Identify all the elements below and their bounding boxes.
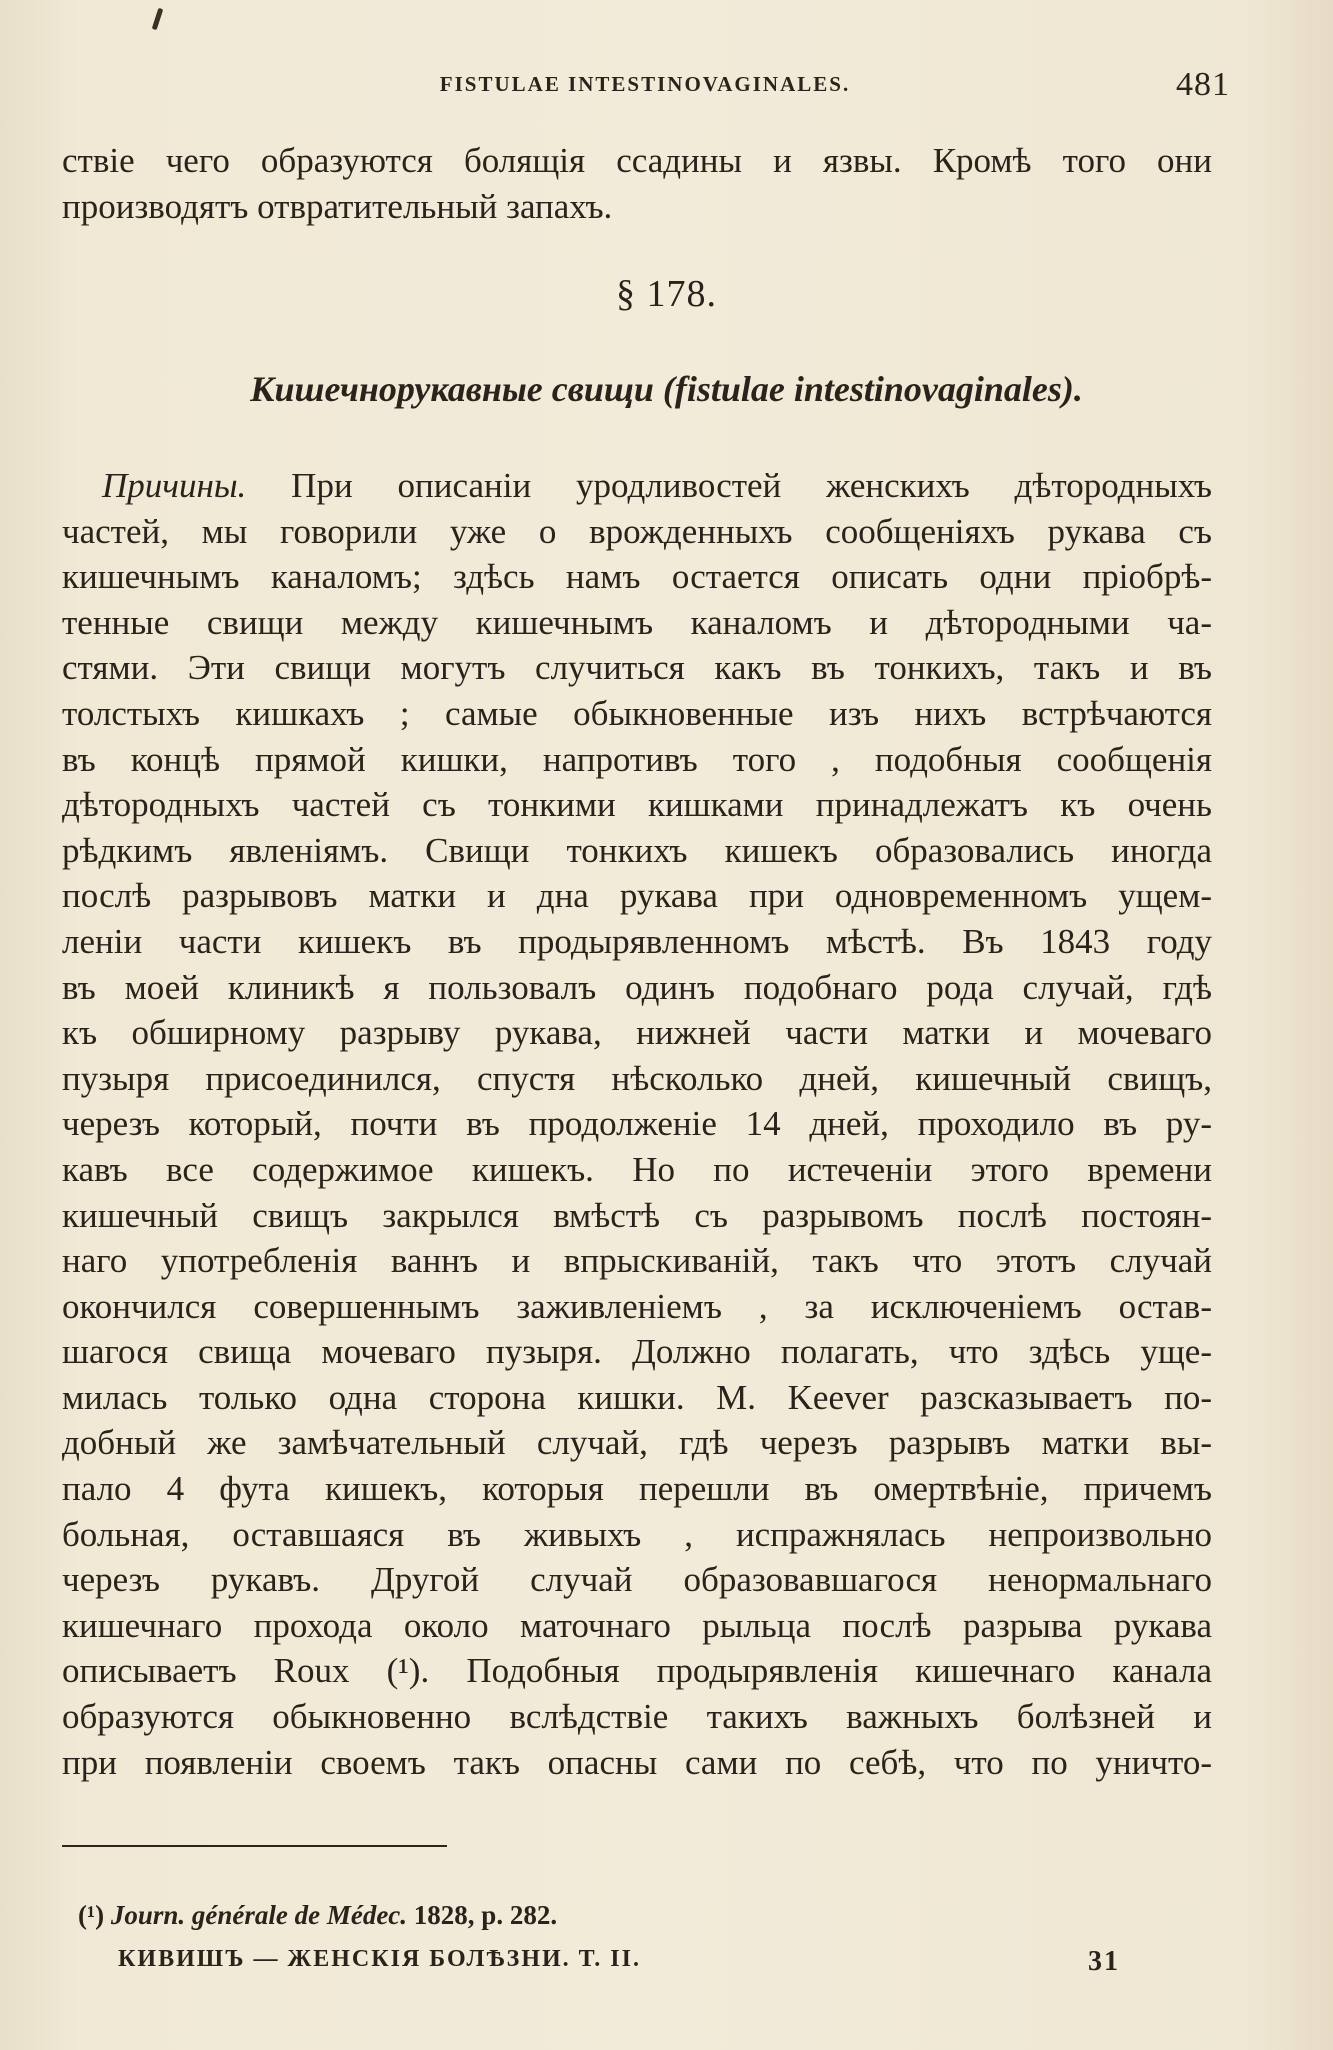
footnote-source: Journ. générale de Médec. <box>110 1900 408 1930</box>
page-number: 481 <box>1176 66 1230 103</box>
running-title: FISTULAE INTESTINOVAGINALES. <box>439 72 851 96</box>
text-line: леніи части кишекъ въ продырявленномъ мѣстѣ. Въ 1843 году <box>62 921 1212 961</box>
text-line: въ концѣ прямой кишки, напротивъ того , подобныя сообщенія <box>62 739 1212 779</box>
text-line: послѣ разрывовъ матки и дна рукава при одновременномъ ущем- <box>62 876 1212 916</box>
section-number: § 178. <box>616 273 717 315</box>
running-head <box>60 66 1230 112</box>
text-line: кишечнымъ каналомъ; здѣсь намъ остается описать одни пріобрѣ- <box>62 557 1212 597</box>
text-line: кишечный свищъ закрылся вмѣстѣ съ разрывомъ послѣ постоян- <box>62 1195 1212 1235</box>
text-line: черезъ который, почти въ продолженіе 14 дней, проходило въ ру- <box>62 1104 1212 1144</box>
text-line: добный же замѣчательный случай, гдѣ черезъ разрывъ матки вы- <box>62 1423 1212 1463</box>
text-line: кишечнаго прохода около маточнаго рыльца послѣ разрыва рукава <box>62 1605 1212 1645</box>
text-line: толстыхъ кишкахъ ; самые обыкновенные изъ нихъ встрѣчаются <box>62 693 1212 733</box>
intro-paragraph <box>62 138 1212 229</box>
text-line: шагося свища мочеваго пузыря. Должно полагать, что здѣсь уще- <box>62 1332 1212 1372</box>
rubric-word: Причины. <box>102 466 247 505</box>
text-line: производятъ отвратительный запахъ. <box>62 186 613 226</box>
text-line: образуются обыкновенно вслѣдствіе такихъ важныхъ болѣзней и <box>62 1697 1212 1737</box>
footnote-citation: 1828, p. 282. <box>407 1900 558 1930</box>
text-line: частей, мы говорили уже о врожденныхъ сообщеніяхъ рукава съ <box>62 511 1212 551</box>
signature-text: КИВИШЪ — ЖЕНСКІЯ БОЛѢЗНИ. Т. II. <box>118 1946 641 1972</box>
text-line: дѣтородныхъ частей съ тонкими кишками принадлежатъ къ очень <box>62 785 1212 825</box>
text-line: пало 4 фута кишекъ, которыя перешли въ омертвѣніе, причемъ <box>62 1469 1212 1509</box>
section-title: Кишечнорукавные свищи (fistulae intestinovaginales). <box>250 369 1083 409</box>
text-line: черезъ рукавъ. Другой случай образовавшагося ненормальнаго <box>62 1560 1212 1600</box>
text-line: въ моей клиникѣ я пользовалъ одинъ подобнаго рода случай, гдѣ <box>62 967 1212 1007</box>
text-line: наго употребленія ваннъ и впрыскиваній, такъ что этотъ случай <box>62 1241 1212 1281</box>
sheet-number: 31 <box>1088 1946 1120 1977</box>
text-line: рѣдкимъ явленіямъ. Свищи тонкихъ кишекъ образовались иногда <box>62 830 1212 870</box>
text-line: кавъ все содержимое кишекъ. Но по истеченіи этого времени <box>62 1149 1212 1189</box>
footnote <box>78 1900 557 1931</box>
text-line: при появленіи своемъ такъ опасны сами по себѣ, что по уничто- <box>62 1742 1212 1782</box>
text-line: окончился совершеннымъ заживленіемъ , за исключеніемъ остав- <box>62 1286 1212 1326</box>
text-line: милась только одна сторона кишки. M. Keever разсказываетъ по- <box>62 1377 1212 1417</box>
footnote-rule <box>62 1845 447 1847</box>
text-line: ствіе чего образуются болящія ссадины и язвы. Кромѣ того они <box>62 141 1212 180</box>
text-line: больная, оставшаяся въ живыхъ , испражнялась непроизвольно <box>62 1514 1212 1554</box>
text-line: Причины. При описаніи уродливостей женскихъ дѣтородныхъ <box>102 466 1212 505</box>
text-line: тенные свищи между кишечнымъ каналомъ и дѣтородными ча- <box>62 602 1212 642</box>
footnote-marker: (¹) <box>78 1900 105 1930</box>
ink-mark <box>152 8 164 30</box>
text-line: пузыря присоединился, спустя нѣсколько дней, кишечный свищъ, <box>62 1058 1212 1098</box>
text-line: стями. Эти свищи могутъ случиться какъ въ тонкихъ, такъ и въ <box>62 648 1212 688</box>
text-line: описываетъ Roux (¹). Подобныя продырявленія кишечнаго канала <box>62 1651 1212 1691</box>
main-paragraph <box>62 463 1212 1785</box>
text-line: къ обширному разрыву рукава, нижней части матки и мочеваго <box>62 1013 1212 1053</box>
